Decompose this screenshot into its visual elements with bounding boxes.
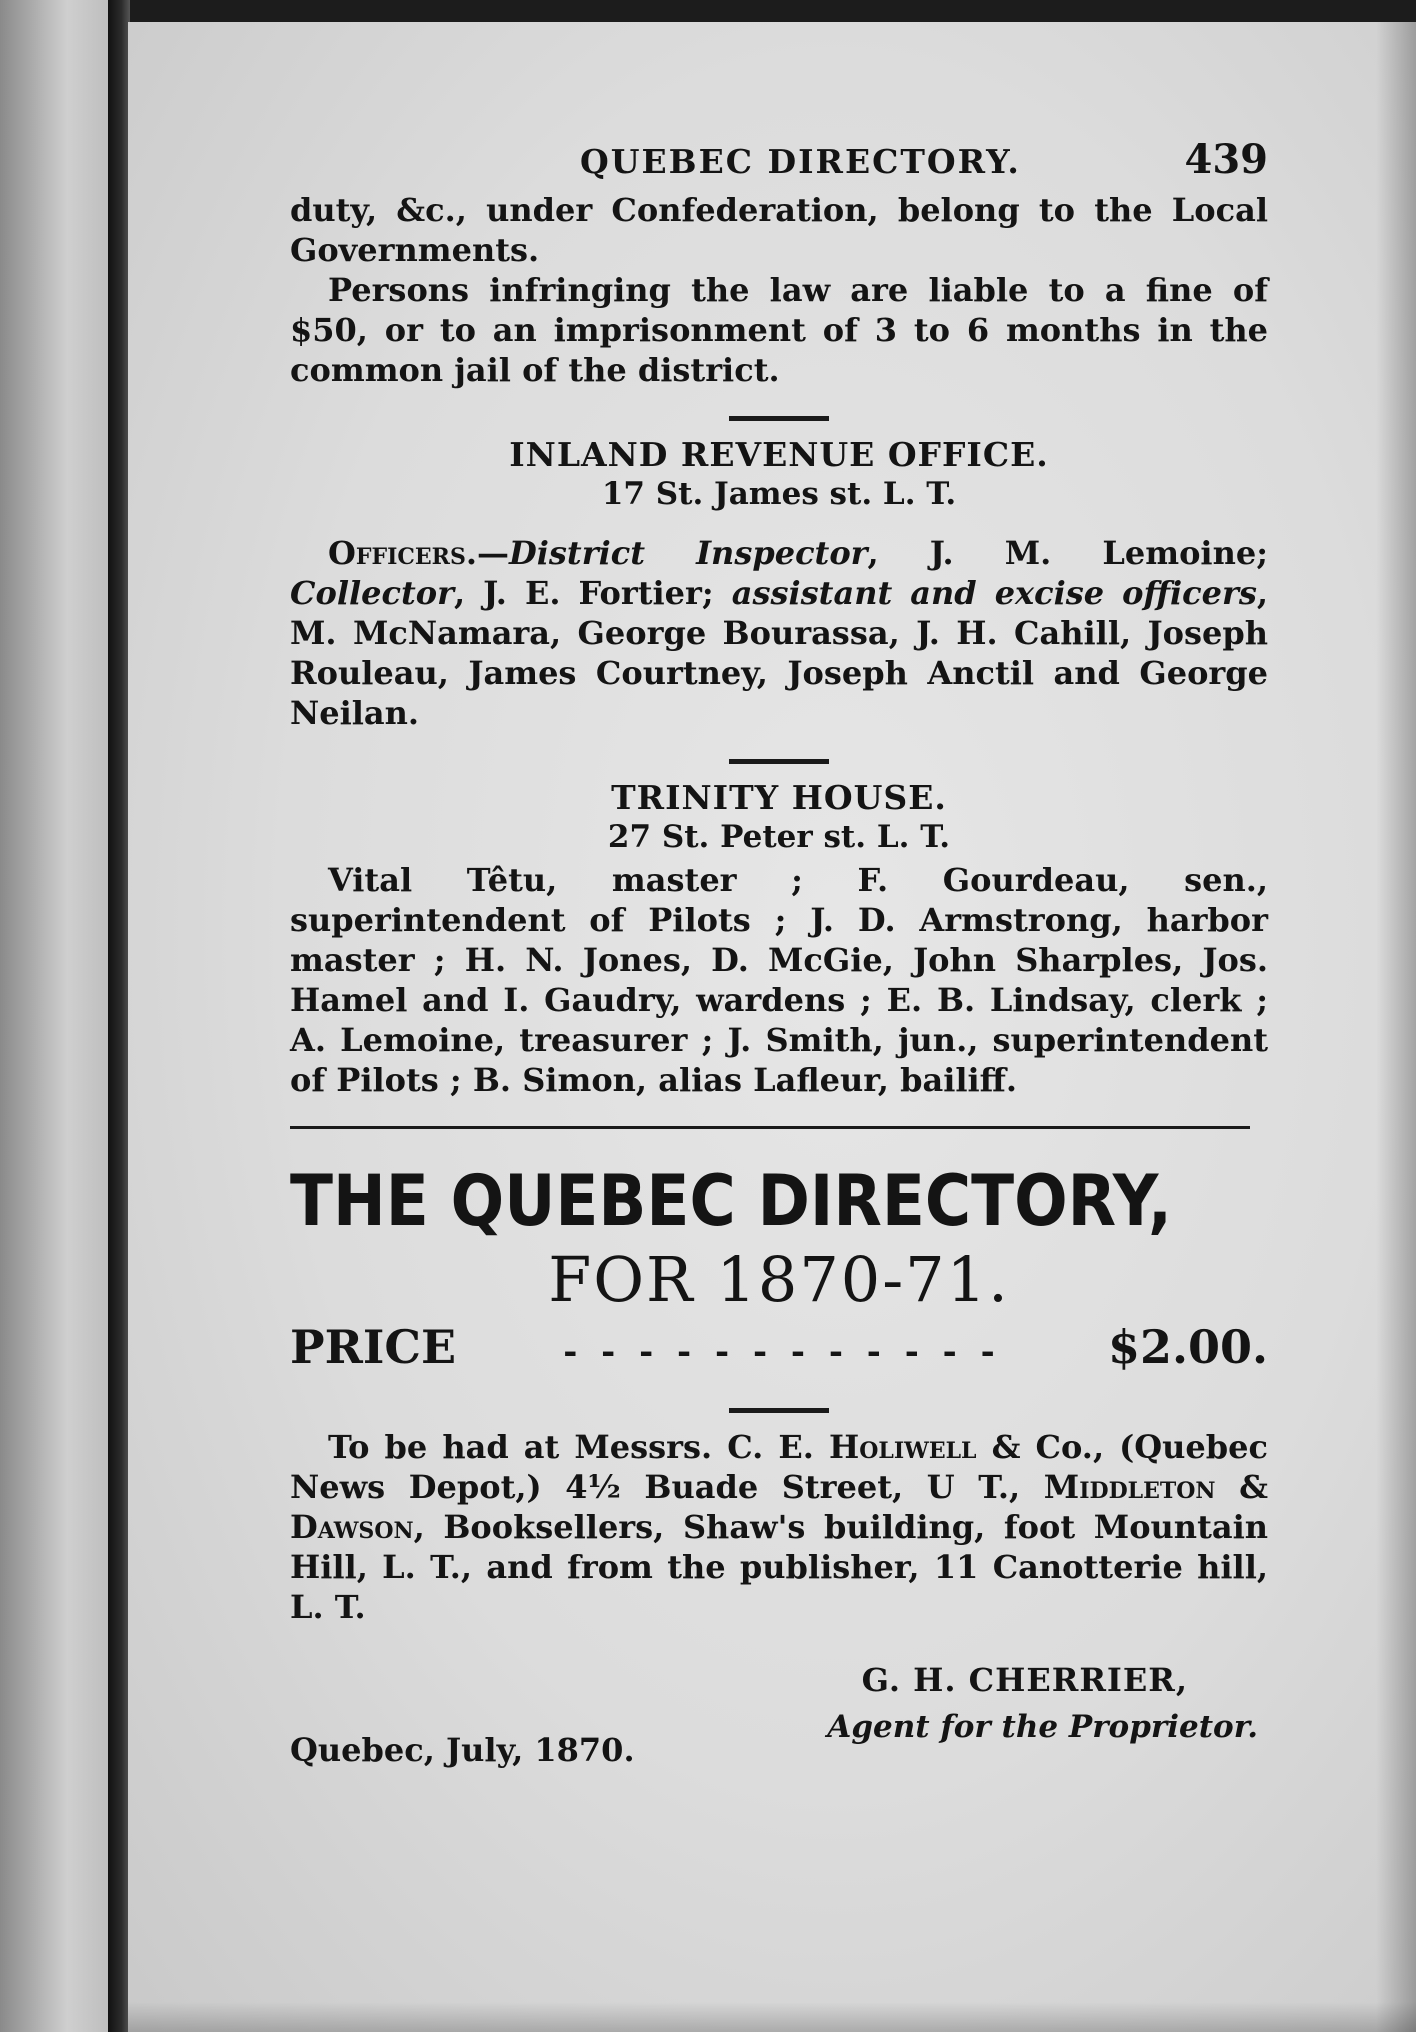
intro-paragraph-2: Persons infringing the law are liable to a fine of $50, or to an imprisonment of 3 to 6 months in the common jail of the district. (290, 271, 1268, 389)
advert-title: THE QUEBEC DIRECTORY, (290, 1160, 1172, 1242)
page-content (290, 130, 1268, 1769)
previous-page-edge (0, 0, 112, 2032)
advert-body (290, 1427, 1268, 1627)
officer-names-3: , M. McNamara, George Bourassa, J. H. Cahill, Joseph Rouleau, James Courtney, Joseph Anctil and George Neilan. (290, 574, 1269, 732)
section-divider (729, 416, 829, 421)
advert-year: FOR 1870-71. (548, 1243, 1010, 1316)
advert-body-part: To be had at Messrs. C. E. (328, 1428, 829, 1466)
inland-revenue-title: INLAND REVENUE OFFICE. (509, 435, 1049, 474)
price-label: PRICE (290, 1320, 457, 1374)
book-gutter (108, 0, 130, 2032)
officer-role-2: Collector (290, 574, 454, 612)
price-row (290, 1317, 1268, 1382)
trinity-house-address: 27 St. Peter st. L. T. (607, 819, 951, 855)
officer-role-3: assistant and excise officers (731, 574, 1257, 612)
intro-paragraph-1: duty, &c., under Confederation, belong to the Local Governments. (290, 191, 1268, 269)
officers-lead: Officers. (328, 534, 477, 572)
signer-role: Agent for the Proprietor. (827, 1709, 1258, 1745)
inland-revenue-officers (290, 533, 1268, 733)
advert-body-smallcaps: Middleton & Dawson (290, 1468, 1268, 1546)
advert-body-part: , Booksellers, Shaw's building, foot Mountain Hill, L. T., and from the publisher, 11 Canotterie hill, L. T. (290, 1508, 1268, 1626)
signature-row (290, 1709, 1268, 1769)
advert-divider (290, 1126, 1250, 1129)
trinity-house-title: TRINITY HOUSE. (611, 778, 947, 817)
advert-rule (729, 1408, 829, 1413)
officer-name-2: , J. E. Fortier; (453, 574, 732, 612)
officers-dash: — (477, 534, 509, 572)
page-header (290, 130, 1268, 190)
officer-name-1: , J. M. Lemoine; (867, 534, 1269, 572)
running-head: QUEBEC DIRECTORY. (580, 142, 1021, 181)
inland-revenue-address: 17 St. James st. L. T. (601, 476, 957, 512)
section-divider (729, 759, 829, 764)
publication-date: Quebec, July, 1870. (290, 1731, 635, 1769)
page-number: 439 (1184, 136, 1268, 183)
price-leader: - - - - - - - - - - - - (563, 1332, 1001, 1372)
signer-name: G. H. CHERRIER, (861, 1661, 1188, 1699)
price-value: $2.00. (1107, 1320, 1268, 1374)
page-shadow (1376, 22, 1416, 2032)
trinity-house-body: Vital Têtu, master ; F. Gourdeau, sen., superintendent of Pilots ; J. D. Armstrong, harbor master ; H. N. Jones, D. McGie, John Sharples, Jos. Hamel and I. Gaudry, wardens ; E. B. Lindsay, clerk ; A. Lemoine, treasurer ; J. Smith, jun., superintendent of Pilots ; B. Simon, alias Lafleur, bailiff. (290, 861, 1268, 1099)
officer-role-1: District Inspector (509, 534, 868, 572)
page-shadow-bottom (128, 2002, 1416, 2032)
advert-body-part: & Co., (Quebec News Depot,) 4½ Buade Street, U T., (290, 1428, 1268, 1506)
advert-body-smallcaps: Holiwell (828, 1428, 977, 1466)
